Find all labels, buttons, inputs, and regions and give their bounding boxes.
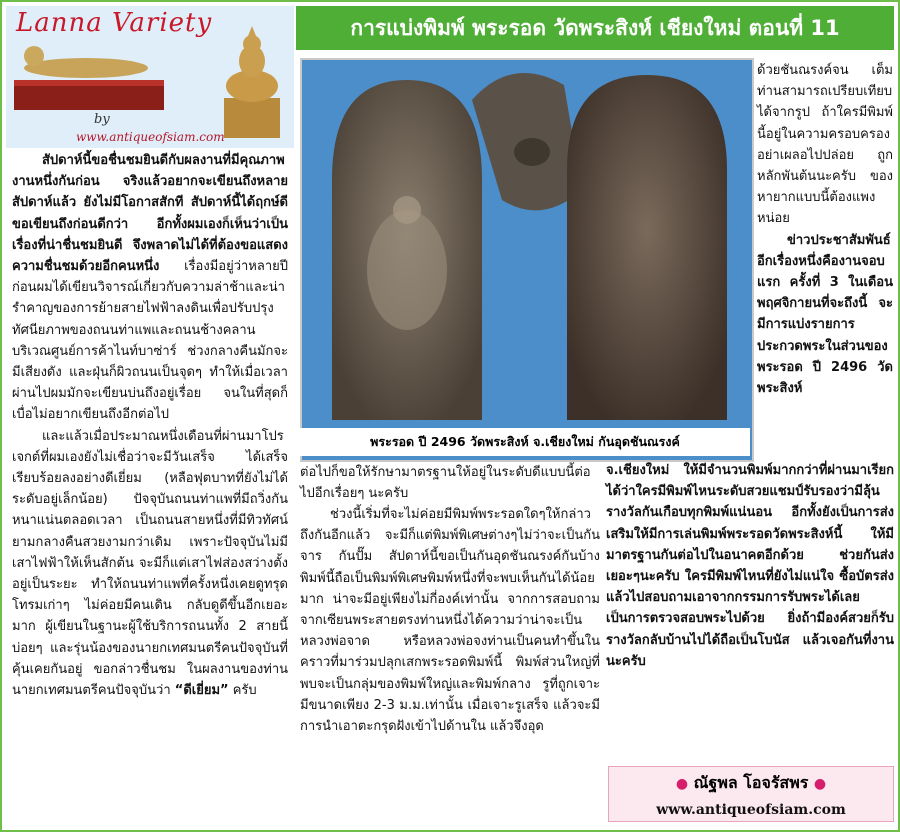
compare-paragraph: ด้วยชันณรงค์จน เต็มท่านสามารถเปรียบเทียบได้จากรูป ถ้าใครมีพิมพ์ นี้อยู่ในความครอบครองอย่าเผลอไปปล่อย ถูกหลักพันต้นนะครับ ของหายากแบบนี้ต้องแพงหน่อย (757, 63, 893, 227)
logo-title: Lanna Variety (16, 8, 213, 38)
quote-end: ครับ (228, 683, 257, 699)
article-column-middle (300, 504, 600, 737)
article-column-left (12, 150, 288, 701)
author-signature-box (608, 766, 894, 822)
intro-paragraph (12, 150, 288, 426)
news-paragraph: ข่าวประชาสัมพันธ์อีกเรื่องหนึ่งคืองานจอบแรก ครั้งที่ 3 ในเดือนพฤศจิกายนที่จะถึงนี้ จะมีการแบ่งรายการประกวดพระในส่วนของพระรอด ปี 2496 วัดพระสิงห์ (757, 232, 893, 397)
logo-url: www.antiqueofsiam.com (76, 130, 225, 144)
intro-bold-text: สัปดาห์นี้ขอชื่นชมยินดีกับผลงานที่มีคุณภาพงานหนึ่งกันก่อน จริงแล้วอยากจะเขียนถึงหลายสัปดาห์แล้ว ยังไม่มีโอกาสสักที สัปดาห์นี้ได้ฤกษ์ดีขอเขียนถึงก่อนดีกว่า อีกทั้งผมเองก็เห็นว่าเป็นเรื่องที่น่าชื่นชมยินดี จึงพลาดไม่ได้ที่ต้องขอแสดงความชื่นชมด้วยอีกคนหนึ่ง (12, 153, 288, 275)
lanna-variety-logo (6, 6, 294, 148)
article-column-right-bottom (606, 460, 894, 672)
amulet-photo (300, 58, 754, 462)
bullet-icon: ● (813, 776, 827, 792)
article-column-right-top (757, 60, 893, 399)
amulet-illustration (302, 60, 752, 460)
author-website: www.antiqueofsiam.com (656, 802, 846, 818)
bullet-icon: ● (675, 776, 689, 792)
maintain-standard-text: ต่อไปก็ขอให้รักษามาตรฐานให้อยู่ในระดับดีแบบนี้ต่อไปอีกเรื่อยๆ นะครับ (300, 465, 591, 502)
author-name: ณัฐพล โอจรัสพร (693, 773, 809, 792)
logo-by: by (94, 112, 110, 127)
article-title: การแบ่งพิมพ์ พระรอด วัดพระสิงห์ เชียงใหม่ ตอนที่ 11 (296, 6, 894, 50)
photo-caption: พระรอด ปี 2496 วัดพระสิงห์ จ.เชียงใหม่ กันอุดชันณรงค์ (300, 428, 750, 456)
special-mold-paragraph: ช่วงนี้เริ่มที่จะไม่ค่อยมีพิมพ์พระรอดใดๆให้กล่าวถึงกันอีกแล้ว จะมีก็แต่พิมพ์พิเศษต่างๆไม่ว่าจะเป็นกันจาร กันปั๊ม สัปดาห์นี้ขอเป็นกันอุดชันณรงค์กันบ้าง พิมพ์นี้ถือเป็นพิมพ์พิเศษพิมพ์หนึ่งที่จะพบเห็นกันได้น้อยมาก น่าจะมีอยู่เพียงไม่กี่องค์เท่านั้น จากการสอบถามจากเซียนพระสายตรงท่านหนึ่งได้ความว่าน่าจะเป็นหลวงพ่อจาด หรือหลวงพ่อจงท่านเป็นคนทำขึ้นในคราวที่มาร่วมปลุกเสกพระรอดพิมพ์นี้ พิมพ์ส่วนใหญ่ที่พบจะเป็นกลุ่มของพิมพ์ใหญ่และพิมพ์กลาง รูที่ถูกเจาะมีขนาดเพียง 2-3 ม.ม.เท่านั้น เมื่อเจาะรูเสร็จ แล้วจะมีการนำเอาตะกรุดฝังเข้าไปด้านใน แล้วจึงอุด (300, 507, 600, 735)
road-text: และแล้วเมื่อประมาณหนึ่งเดือนที่ผ่านมาโปรเจกต์ที่ผมเองยังไม่เชื่อว่าจะมีวันเสร็จ ได้เสร็จเรียบร้อยลงอย่างดีเยี่ยม (หลือฟุตบาทที่ยังไม่ได้ระดับอยู่เล็กน้อย) ปัจจุบันถนนท่าแพที่มีถวิ่งกันหนาแน่นตลอดเวลา เป็นถนนสายหนึ่งที่มีทิวทัศน์ยามกลางคืนสวยงามกว่าเดิม เพราะปัจจุบันไม่มีเสาไฟฟ้าให้เห็นสักต้น จะมีก็แต่เสาไฟส่องสว่างตั้งอยู่เป็นระยะ ทำให้ถนนท่าแพที่ครั้งหนึ่งเคยดูทรุดโทรมเก่าๆ ไม่ค่อยมีคนเดิน กลับดูดีขึ้นอีกเยอะมาก ผู้เขียนในฐานะผู้ใช้บริการถนนทั้ง 2 สายนี้บ่อยๆ และรุ่นน้องของนายกเทศมนตรีคนปัจจุบันที่คุ้นเคยกันอยู่ ขอกล่าวชื่นชม ในผลงานของท่านนายกเทศมนตรีคนปัจจุบันว่า (12, 428, 288, 699)
author-line (609, 771, 893, 796)
intro-text: เรื่องมีอยู่ว่าหลายปีก่อนผมได้เขียนวิจารณ์เกี่ยวกับความล่าช้าและน่ารำคาญของการย้ายสายไฟฟ้าลงดินเพื่อปรับปรุงทัศนียภาพของถนนท่าแพและถนนช้างคลานบริเวณศูนย์การค้าไนท์บาซ่าร์ ช่วงกลางคืนมักจะมีเสียงดัง และฝุ่นก็ผิวถนนเป็นจุดๆ ทำให้เมื่อเวลาผ่านไปผมมักจะเขียนบ่นถึงอยู่เรื่อย จนในที่สุดก็เบื่อไม่อยากเขียนถึงอีกต่อไป (12, 259, 288, 423)
quote-excellent: “ดีเยี่ยม” (174, 683, 229, 699)
road-paragraph (12, 426, 288, 702)
contest-paragraph: จ.เชียงใหม่ ให้มีจำนวนพิมพ์มากกว่าที่ผ่านมาเรียกได้ว่าใครมีพิมพ์ไหนระดับสวยแชมป์รับรองว่ามีลุ้นรางวัลกันเกือบทุกพิมพ์แน่นอน อีกทั้งยังเป็นการส่งเสริมให้มีการเล่นพิมพ์พระรอดวัดพระสิงห์นี้ ให้มีมาตรฐานกันต่อไปในอนาคตอีกด้วย ช่วยกันส่งเยอะๆนะครับ ใครมีพิมพ์ไหนที่ยังไม่แน่ใจ ซื้อบัตรส่งแล้วไปสอบถามเอาจากกรรมการรับพระได้เลย เป็นการตรวจสอบพระไปด้วย ยิ่งถ้ามีองค์สวยก็รับรางวัลกลับบ้านไปได้ถือเป็นโบนัส แล้วเจอกันที่งานนะครับ (606, 463, 894, 669)
